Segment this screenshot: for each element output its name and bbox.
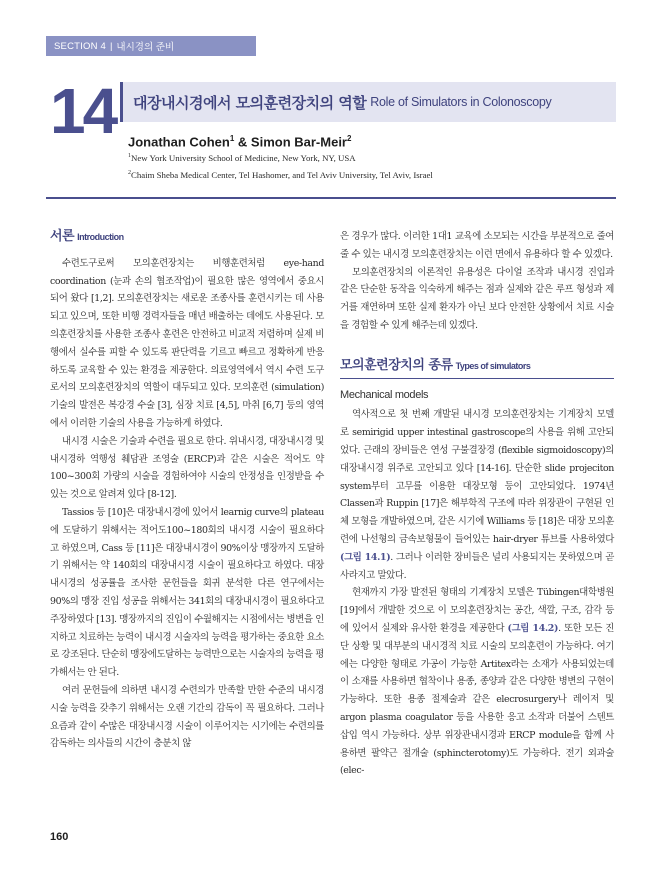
right-paragraph-1: 은 경우가 많다. 이러한 1대1 교육에 소모되는 시간을 부분적으로 줄여 줄 수 있는 내시경 모의훈련장치는 이런 면에서 유용하다 할 수 있겠다.	[340, 231, 614, 260]
right-paragraph-3	[340, 406, 614, 584]
types-heading-en: Types of simulators	[455, 360, 531, 371]
chapter-title-box	[120, 82, 616, 122]
section-separator: |	[109, 40, 113, 52]
intro-paragraph-2: 내시경 시술은 기술과 수련을 필요로 한다. 위내시경, 대장내시경 및 내시경하 역행성 췌담관 조영술 (ERCP)과 같은 시술은 적어도 약 100~300회 가량의 시술을 경험하여야 시술의 안정성을 인정받을 수 있는 것으로 알려져 있다 [8-12].	[50, 435, 324, 501]
chapter-title-english: Role of Simulators in Colonoscopy	[370, 95, 552, 109]
page-number: 160	[50, 831, 69, 843]
intro-heading-ko: 서론	[50, 229, 75, 244]
intro-heading-en: Introduction	[77, 232, 124, 242]
spacer	[340, 335, 614, 357]
right-paragraph-3b: . 그러나 이러한 장비들은 널리 사용되지는 못하였으며 곧 사라지고 말았다.	[340, 551, 614, 581]
affiliation-2	[128, 170, 433, 180]
types-heading-ko: 모의훈련장치의 종류	[340, 357, 453, 373]
affiliation-1-text: New York University School of Medicine, New York, NY, USA	[131, 153, 356, 163]
intro-paragraph-1: 수련도구로써 모의훈련장치는 비행훈련처럼 eye-hand coordination (눈과 손의 협조작업)이 필요한 많은 영역에서 중요시 되어 왔다 [1,2]. 모의훈련장치는 새로운 조종사를 훈련시키는 데 사용되고 있으며, 또한 비행 경력자들을 매년 배출하는 데에도 사용된다. 모의훈련장치를 사용한 조종사 훈련은 안전하고 비교적 저렴하며 실제 비행에서 실수를 피할 수 있도록 판단력을 기르고 빠르고 정확하게 반응하도록 교육할 수 있는 환경을 제공한다. 의료영역에서 역시 수련 도구로서의 모의훈련장치의 역할이 대두되고 있다. 모의훈련 (simulation) 기술의 발전은 복강경 수술 [3], 심장 치료 [4,5], 마취 [6,7] 등의 영역에서 이러한 기술의 사용을 가능하게 하였다.	[50, 257, 324, 429]
types-heading	[340, 357, 614, 379]
right-column	[340, 228, 614, 780]
right-paragraph-4a: 현재까지 가장 발전된 형태의 기계장치 모델은 Tübingen대학병원 [19]에서 개발한 것으로 이 모의훈련장치는 공간, 색깔, 구조, 감각 등에 있어서 실제와 유사한 환경을 제공한다	[340, 587, 614, 634]
intro-heading	[50, 228, 324, 247]
right-paragraph-2: 모의훈련장치의 이론적인 유용성은 다이얼 조작과 내시경 진입과 같은 단순한 동작을 익숙하게 해주는 점과 실제와 같은 루프 형성과 제거를 재연하며 또한 실제 환자가 아닌 보다 안전한 상황에서 치료 시술을 경험할 수 있게 해주는데 있겠다.	[340, 266, 614, 331]
section-title: 내시경의 준비	[116, 42, 175, 53]
author-line	[128, 134, 351, 149]
section-header-tab	[46, 36, 256, 56]
figure-ref-14-1[interactable]: (그림 14.1)	[340, 551, 391, 563]
author-1-sup: 1	[229, 134, 235, 143]
right-paragraph-3a: 역사적으로 첫 번째 개발된 내시경 모의훈련장치는 기계장치 모델로 semirigid upper intestinal gastroscope의 사용을 위해 고안되었다. 근래의 장비들은 연성 구불결장경 (flexible sigmoidoscopy)의 대장내시경 위주로 고안되고 있다 [14-16]. 단순한 slide projeciton system부터 고무를 이용한 대장모형 등이 고안되었다. 1974년 Classen과 Ruppin [17]은 해부학적 구조에 따라 위장관이 구현된 인체 모형을 개발하였으며, 같은 시기에 Williams 등 [18]은 대장 모의훈련에 나선형의 금속보형물이 들어있는 hair-dryer 튜브를 사용하였다	[340, 409, 614, 545]
left-column	[50, 228, 324, 753]
section-label: SECTION 4	[54, 40, 106, 52]
author-1: Jonathan Cohen	[128, 134, 230, 150]
mechanical-models-subheading: Mechanical models	[340, 388, 429, 401]
chapter-number: 14	[50, 75, 116, 147]
affiliation-1	[128, 153, 356, 163]
chapter-title-korean: 대장내시경에서 모의훈련장치의 역할	[133, 93, 367, 112]
affiliation-1-sup: 1	[128, 153, 131, 160]
author-2-sup: 2	[347, 134, 352, 143]
header-divider	[46, 197, 616, 199]
affiliation-2-text: Chaim Sheba Medical Center, Tel Hashomer, and Tel Aviv University, Tel Aviv, Israel	[131, 170, 433, 180]
affiliation-2-sup: 2	[128, 170, 131, 177]
intro-paragraph-4: 여러 문헌들에 의하면 내시경 수련의가 만족할 만한 수준의 내시경 시술 능력을 갖추기 위해서는 오랜 기간의 감독이 꼭 필요하다. 그러나 요즘과 같이 수많은 대장내시경 시술이 이루어지는 시기에는 수련의를 감독하는 의사들의 시간이 충분치 않	[50, 684, 324, 750]
author-connector: & Simon Bar-Meir	[237, 134, 347, 150]
intro-paragraph-3: Tassios 등 [10]은 대장내시경에 있어서 learnig curve의 plateau에 도달하기 위해서는 적어도100~180회의 내시경 시술이 필요하다고 하였으며, Cass 등 [11]은 대장내시경이 90%이상 맹장까지 도달하기 위해서는 약 140회의 대장내시경 시술이 필요하다고 하였다. 대장내시경의 성공률을 조사한 문헌들을 회귀 분석한 다른 연구에서는 90%의 맹장 진입 성공을 위해서는 341회의 대장내시경이 필요하다고 주장하였다 [13]. 맹장까지의 진입이 수월해지는 시점에서는 병변을 인지하고 치료하는 능력이 내시경 시술자의 능력을 평가하는 중요한 요소로 강조된다. 단순히 맹장에도달하는 능력만으로는 시술자의 능력을 평가해서는 안 된다.	[50, 506, 324, 679]
right-paragraph-4b: . 또한 모든 진단 상황 및 대부분의 내시경적 치료 시술의 모의훈련이 가능하다. 여기에는 다양한 형태로 가공이 가능한 Artitex라는 소재가 사용되었는데 이 소재를 사용하면 협착이나 용종, 종양과 같은 다양한 병변의 구현이 가능하다. 또한 용종 절제술과 같은 elecrosurgery나 레이저 및 argon plasma coagulator 등을 사용한 응고 소작과 더불어 스텐트 삽입 역시 가능하다. 상부 위장관내시경과 ERCP module을 함께 사용하면 팔약근 절개술 (sphincterotomy)도 가능하다. 전기 외과술 (elec-	[340, 622, 614, 777]
right-paragraph-4	[340, 584, 614, 780]
figure-ref-14-2[interactable]: (그림 14.2)	[507, 622, 559, 634]
